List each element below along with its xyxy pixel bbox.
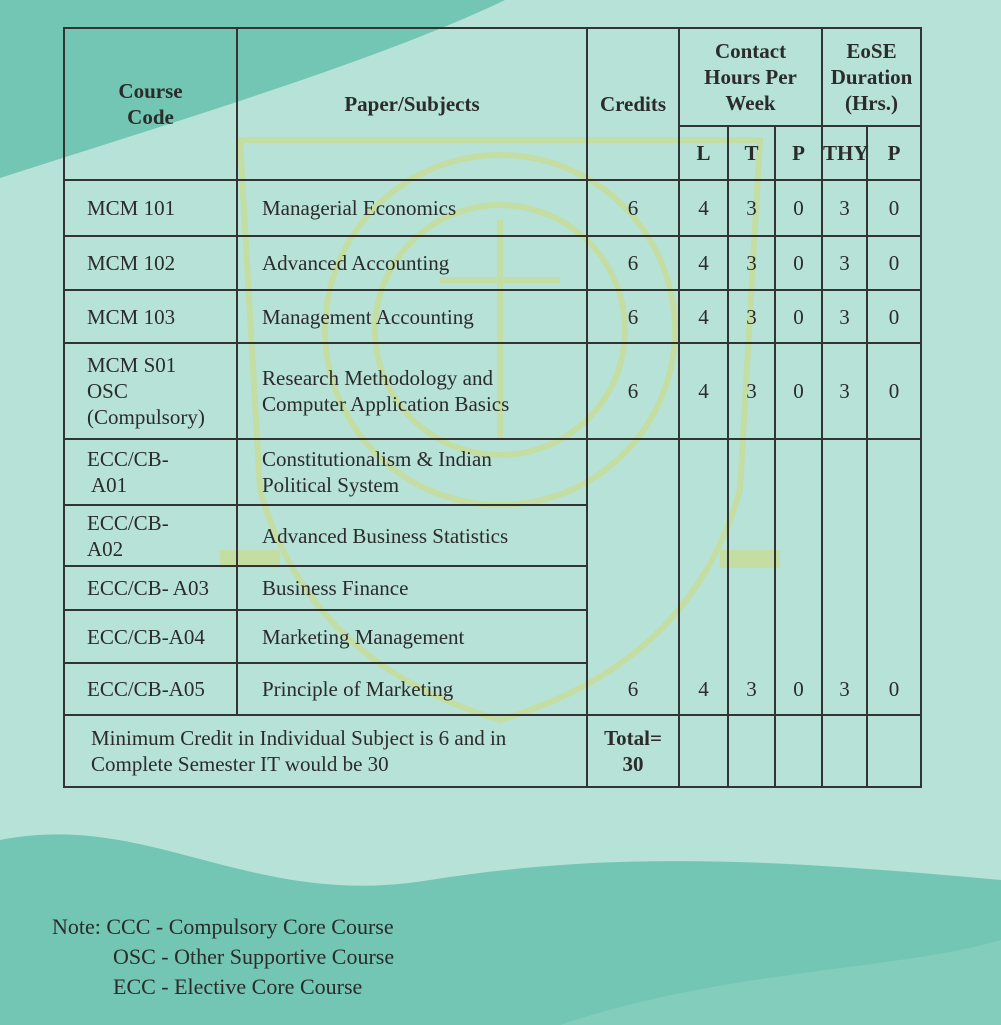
p-cell	[775, 505, 822, 566]
t-cell: 3	[728, 236, 775, 290]
header-row-top	[64, 28, 921, 126]
subject-cell: Constitutionalism & Indian Political System	[237, 439, 587, 505]
subject-cell: Research Methodology and Computer Application Basics	[237, 343, 587, 439]
p-cell: 0	[775, 290, 822, 343]
credits-cell	[587, 610, 679, 663]
table-row	[64, 505, 921, 566]
header-paper-subjects: Paper/Subjects	[237, 28, 587, 180]
p2-cell: 0	[867, 663, 921, 715]
l-cell: 4	[679, 343, 728, 439]
p2-cell: 0	[867, 290, 921, 343]
p-cell: 0	[775, 180, 822, 236]
t-cell: 3	[728, 180, 775, 236]
course-code-cell: ECC/CB-A05	[64, 663, 237, 715]
p2-cell: 0	[867, 236, 921, 290]
abbreviation-note	[52, 912, 394, 1002]
course-code-cell: ECC/CB- A01	[64, 439, 237, 505]
p-cell: 0	[775, 236, 822, 290]
credits-cell	[587, 439, 679, 505]
t-cell	[728, 505, 775, 566]
course-code-cell: ECC/CB-A04	[64, 610, 237, 663]
l-cell	[679, 505, 728, 566]
thy-cell	[822, 505, 867, 566]
empty-cell	[728, 715, 775, 787]
course-table	[63, 27, 922, 788]
course-code-cell: ECC/CB- A03	[64, 566, 237, 610]
empty-cell	[867, 715, 921, 787]
thy-cell: 3	[822, 343, 867, 439]
note-line: ECC - Elective Core Course	[113, 974, 363, 999]
course-code-cell: MCM S01 OSC (Compulsory)	[64, 343, 237, 439]
p2-cell	[867, 439, 921, 505]
t-cell	[728, 439, 775, 505]
note-line: Note: CCC - Compulsory Core Course	[52, 914, 394, 939]
footer-row	[64, 715, 921, 787]
header-l: L	[679, 126, 728, 180]
l-cell: 4	[679, 663, 728, 715]
table-row	[64, 439, 921, 505]
l-cell	[679, 610, 728, 663]
l-cell: 4	[679, 236, 728, 290]
credit-note-cell: Minimum Credit in Individual Subject is 6 and in Complete Semester IT would be 30	[64, 715, 587, 787]
empty-cell	[822, 715, 867, 787]
thy-cell	[822, 610, 867, 663]
course-code-cell: MCM 101	[64, 180, 237, 236]
l-cell: 4	[679, 290, 728, 343]
t-cell: 3	[728, 343, 775, 439]
course-code-cell: ECC/CB- A02	[64, 505, 237, 566]
p2-cell: 0	[867, 180, 921, 236]
total-credits-cell: Total= 30	[587, 715, 679, 787]
t-cell: 3	[728, 290, 775, 343]
table-row	[64, 180, 921, 236]
thy-cell: 3	[822, 663, 867, 715]
table-row	[64, 290, 921, 343]
p2-cell	[867, 610, 921, 663]
header-eose-duration: EoSE Duration (Hrs.)	[822, 28, 921, 126]
course-table-container	[63, 27, 922, 788]
empty-cell	[679, 715, 728, 787]
subject-cell: Advanced Accounting	[237, 236, 587, 290]
p-cell	[775, 439, 822, 505]
p-cell	[775, 566, 822, 610]
table-row	[64, 663, 921, 715]
subject-cell: Advanced Business Statistics	[237, 505, 587, 566]
course-code-cell: MCM 102	[64, 236, 237, 290]
p2-cell: 0	[867, 343, 921, 439]
t-cell	[728, 610, 775, 663]
l-cell	[679, 566, 728, 610]
p-cell	[775, 610, 822, 663]
thy-cell: 3	[822, 236, 867, 290]
table-row	[64, 236, 921, 290]
header-course-code: Course Code	[64, 28, 237, 180]
l-cell	[679, 439, 728, 505]
p-cell: 0	[775, 663, 822, 715]
subject-cell: Business Finance	[237, 566, 587, 610]
subject-cell: Marketing Management	[237, 610, 587, 663]
thy-cell: 3	[822, 290, 867, 343]
subject-cell: Managerial Economics	[237, 180, 587, 236]
credits-cell	[587, 505, 679, 566]
credits-cell	[587, 566, 679, 610]
credits-cell: 6	[587, 290, 679, 343]
header-p2: P	[867, 126, 921, 180]
empty-cell	[775, 715, 822, 787]
header-credits: Credits	[587, 28, 679, 180]
table-row	[64, 343, 921, 439]
header-p: P	[775, 126, 822, 180]
table-row	[64, 610, 921, 663]
p2-cell	[867, 505, 921, 566]
header-contact-hours: Contact Hours Per Week	[679, 28, 822, 126]
t-cell: 3	[728, 663, 775, 715]
header-t: T	[728, 126, 775, 180]
p2-cell	[867, 566, 921, 610]
p-cell: 0	[775, 343, 822, 439]
header-thy: THY	[822, 126, 867, 180]
l-cell: 4	[679, 180, 728, 236]
thy-cell: 3	[822, 180, 867, 236]
course-code-cell: MCM 103	[64, 290, 237, 343]
table-row	[64, 566, 921, 610]
thy-cell	[822, 566, 867, 610]
credits-cell: 6	[587, 343, 679, 439]
subject-cell: Principle of Marketing	[237, 663, 587, 715]
credits-cell: 6	[587, 180, 679, 236]
credits-cell: 6	[587, 663, 679, 715]
subject-cell: Management Accounting	[237, 290, 587, 343]
thy-cell	[822, 439, 867, 505]
credits-cell: 6	[587, 236, 679, 290]
note-line: OSC - Other Supportive Course	[113, 944, 395, 969]
t-cell	[728, 566, 775, 610]
